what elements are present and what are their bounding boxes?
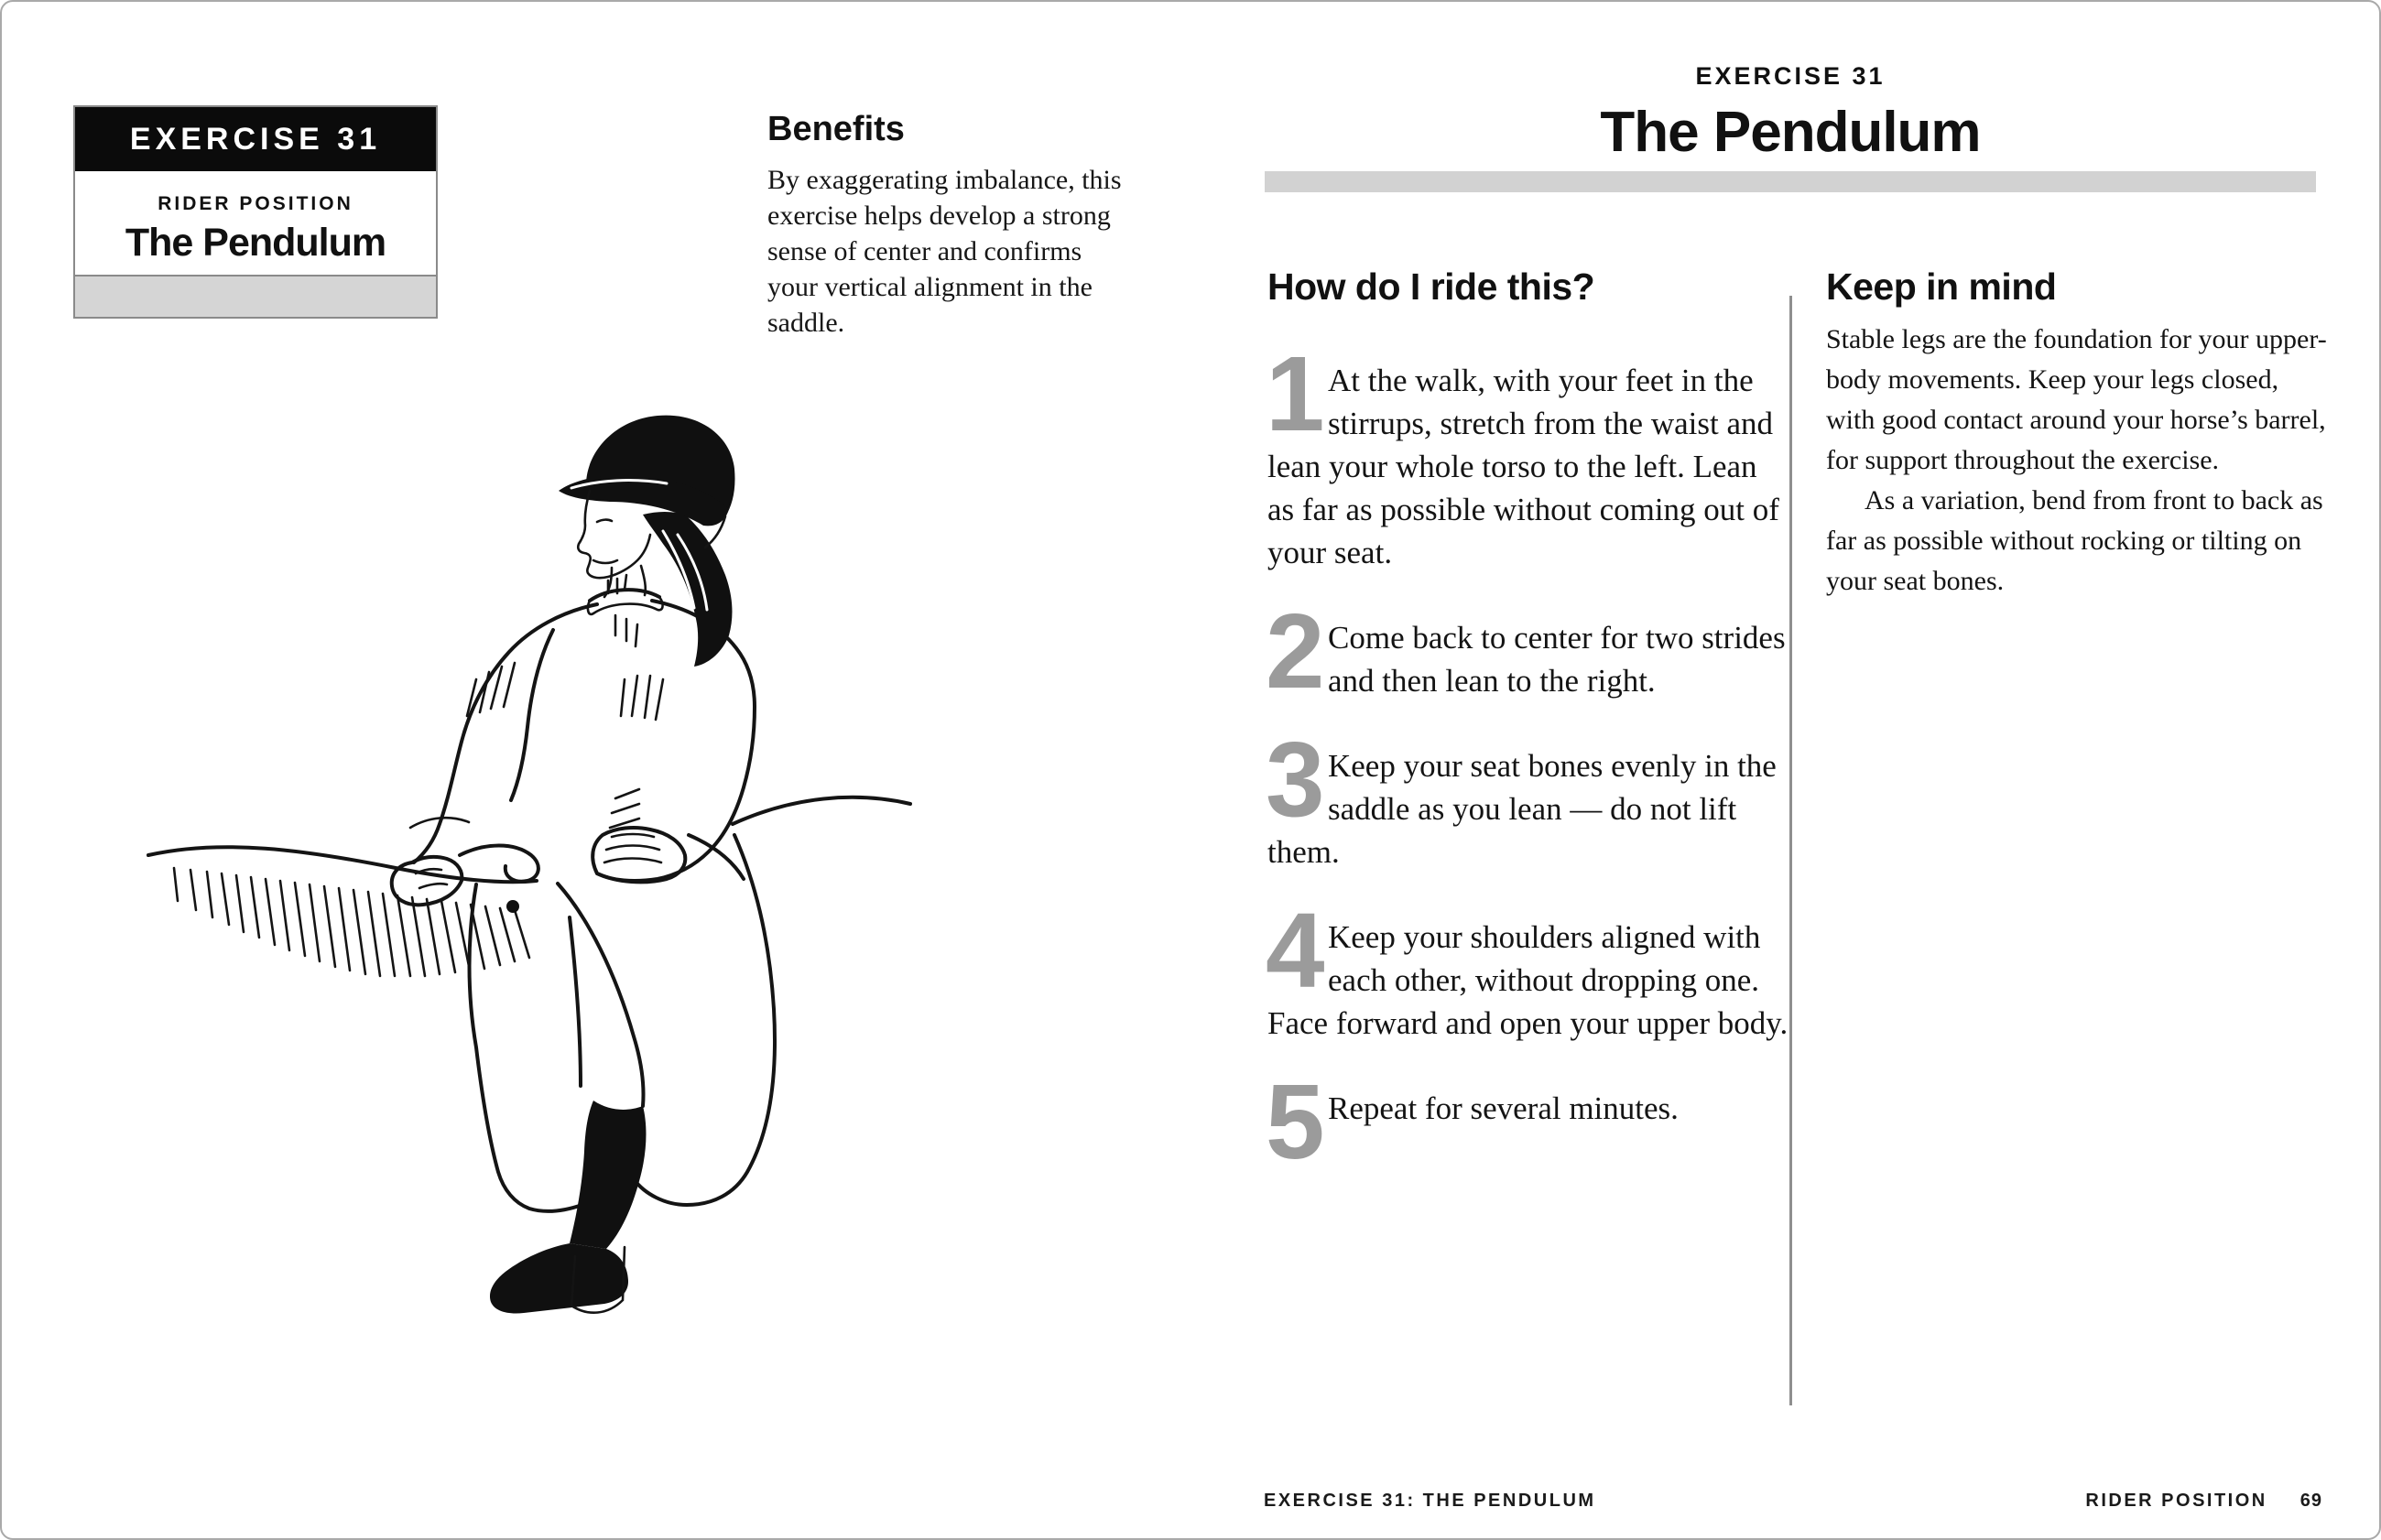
keep-in-mind-heading: Keep in mind — [1826, 266, 2057, 308]
how-to-ride-heading: How do I ride this? — [1267, 266, 1595, 308]
keep-in-mind-para1: Stable legs are the foundation for your upper-body movements. Keep your legs closed, with good contact around your horse’s barrel, for support throughout the exercise. — [1826, 324, 2327, 475]
right-page-header — [1265, 62, 2316, 165]
title-rule-bar — [1265, 171, 2316, 192]
steps-list — [1266, 334, 1791, 1181]
benefits-body: By exaggerating imbalance, this exercise helps develop a strong sense of center and confirms your vertical alignment in the saddle. — [767, 165, 1122, 338]
step-text — [1267, 744, 1791, 873]
step-text — [1267, 1087, 1791, 1130]
right-exercise-number: EXERCISE 31 — [1695, 62, 1886, 90]
step-item-5 — [1266, 1062, 1791, 1181]
step-item-4 — [1266, 891, 1791, 1045]
benefits-heading: Benefits — [767, 110, 905, 148]
step-text — [1267, 359, 1791, 574]
step-number: 3 — [1266, 720, 1325, 839]
step-text-content: Repeat for several minutes. — [1328, 1090, 1679, 1126]
exercise-title-area — [75, 171, 436, 277]
step-text-content: Come back to center for two strides and then lean to the right. — [1328, 620, 1786, 699]
step-text-content: Keep your seat bones evenly in the saddle as you lean — do not lift them. — [1267, 748, 1777, 870]
keep-in-mind-section — [1826, 266, 2328, 602]
exercise-header-box — [73, 105, 438, 319]
step-text-content: At the walk, with your feet in the stirrups, stretch from the waist and lean your whole torso to the left. Lean as far as possible without coming out of your seat. — [1267, 363, 1779, 570]
step-number: 4 — [1266, 891, 1325, 1010]
exercise-number-banner — [75, 107, 436, 171]
exercise-number-label: EXERCISE 31 — [129, 121, 382, 157]
step-item-3 — [1266, 720, 1791, 873]
step-number: 1 — [1266, 334, 1325, 453]
footer-section-label: RIDER POSITION — [2085, 1491, 2267, 1511]
rider-on-horse-drawing — [139, 405, 927, 1375]
footer-section-and-page — [1826, 1491, 2322, 1512]
footer-running-title: EXERCISE 31: THE PENDULUM — [1264, 1491, 1596, 1511]
step-number: 2 — [1266, 591, 1325, 710]
step-text — [1267, 616, 1791, 702]
rider-illustration — [139, 405, 927, 1375]
exercise-category: RIDER POSITION — [158, 193, 353, 214]
page-number: 69 — [2299, 1491, 2322, 1511]
how-to-ride-section — [1266, 266, 1791, 1181]
keep-in-mind-para2: As a variation, bend from front to back as far as possible without rocking or tilting on your seat bones. — [1826, 485, 2323, 596]
step-text — [1267, 916, 1791, 1045]
exercise-title: The Pendulum — [125, 221, 386, 265]
right-page-title: The Pendulum — [1600, 101, 1981, 164]
step-item-1 — [1266, 334, 1791, 574]
step-item-2 — [1266, 591, 1791, 710]
exercise-box-gray-strip — [75, 275, 436, 317]
benefits-section — [767, 110, 1134, 341]
column-divider-rule — [1789, 296, 1792, 1405]
step-number: 5 — [1266, 1062, 1325, 1181]
step-text-content: Keep your shoulders aligned with each other, without dropping one. Face forward and open your upper body. — [1267, 919, 1788, 1041]
